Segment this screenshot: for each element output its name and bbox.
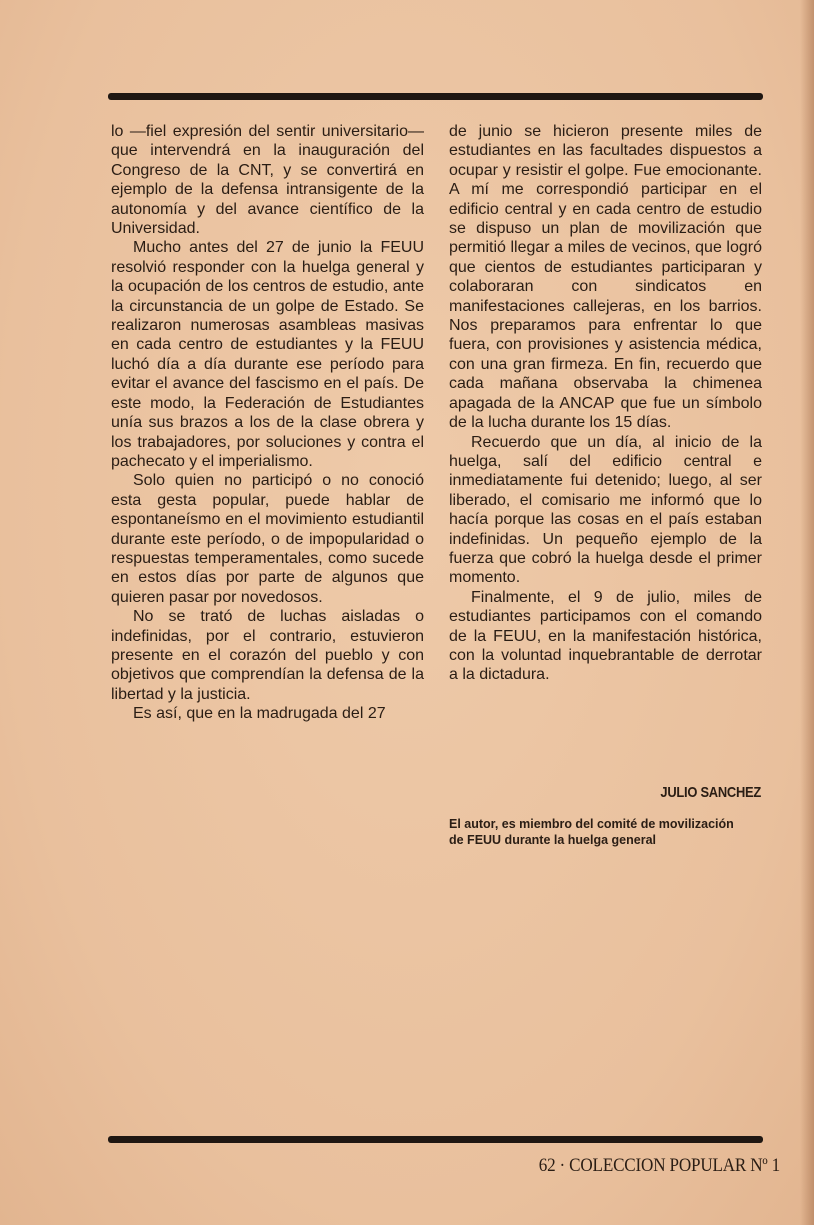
paragraph: Finalmente, el 9 de julio, miles de estudiantes participamos con el comando de la FEUU, en la manifestación histórica, con la voluntad inquebrantable de derrotar a la dictadura. [449, 588, 762, 684]
paragraph: lo —fiel expresión del sentir universitario— que intervendrá en la inauguración del Congreso de la CNT, y se convertirá en ejemplo de la defensa intransigente de la autonomía y del avance científico de la Universidad. [111, 123, 424, 238]
paragraph: Solo quien no participó o no conoció esta gesta popular, puede hablar de espontaneísmo en el movimiento estudiantil durante este período, o de impopularidad o respuestas temperamentales, como sucede en estos días por parte de algunos que quieren pasar por novedosos. [111, 472, 424, 606]
page-footer: 62 · COLECCION POPULAR Nº 1 [538, 1155, 780, 1176]
right-column [449, 122, 762, 685]
paragraph: de junio se hicieron presente miles de estudiantes en las facultades dispuestos a ocupar y resistir el golpe. Fue emocionante. A mí me correspondió participar en el edificio central y en cada centro de estudio se dispuso un plan de movilización que permitió llegar a miles de vecinos, que logró que cientos de estudiantes participaran y colaboraran con sindicatos en manifestaciones callejeras, en los barrios. Nos preparamos para enfrentar lo que fuera, con provisiones y asistencia médica, con una gran firmeza. En fin, recuerdo que cada mañana observaba la chimenea apagada de la ANCAP que fue un símbolo de la lucha durante los 15 días. [449, 123, 762, 432]
author-note: El autor, es miembro del comité de movilización de FEUU durante la huelga general [449, 817, 734, 847]
page-edge-shadow [800, 0, 814, 1225]
paragraph: Es así, que en la madrugada del 27 [133, 705, 386, 723]
paragraph: No se trató de luchas aisladas o indefinidas, por el contrario, estuvieron presente en el corazón del pueblo y con objetivos que comprendían la defensa de la libertad y la justicia. [111, 608, 424, 703]
paragraph: Recuerdo que un día, al inicio de la huelga, salí del edificio central e inmediatamente fui detenido; luego, al ser liberado, el comisario me informó que lo hacía porque las cosas en el país estaban indefinidas. Un pequeño ejemplo de la fuerza que cobró la huelga desde el primer momento. [449, 433, 762, 587]
bottom-rule [108, 1136, 763, 1143]
left-column [111, 122, 424, 724]
paragraph: Mucho antes del 27 de junio la FEUU resolvió responder con la huelga general y la ocupación de los centros de estudio, ante la circunstancia de un golpe de Estado. Se realizaron numerosas asambleas masivas en cada centro de estudiantes y la FEUU luchó día a día durante ese período para evitar el avance del fascismo en el país. De este modo, la Federación de Estudiantes unía sus brazos a los de la clase obrera y los trabajadores, por soluciones y contra el pachecato y el imperialismo. [111, 239, 424, 470]
top-rule [108, 93, 763, 100]
author-signature: JULIO SANCHEZ [660, 784, 761, 801]
